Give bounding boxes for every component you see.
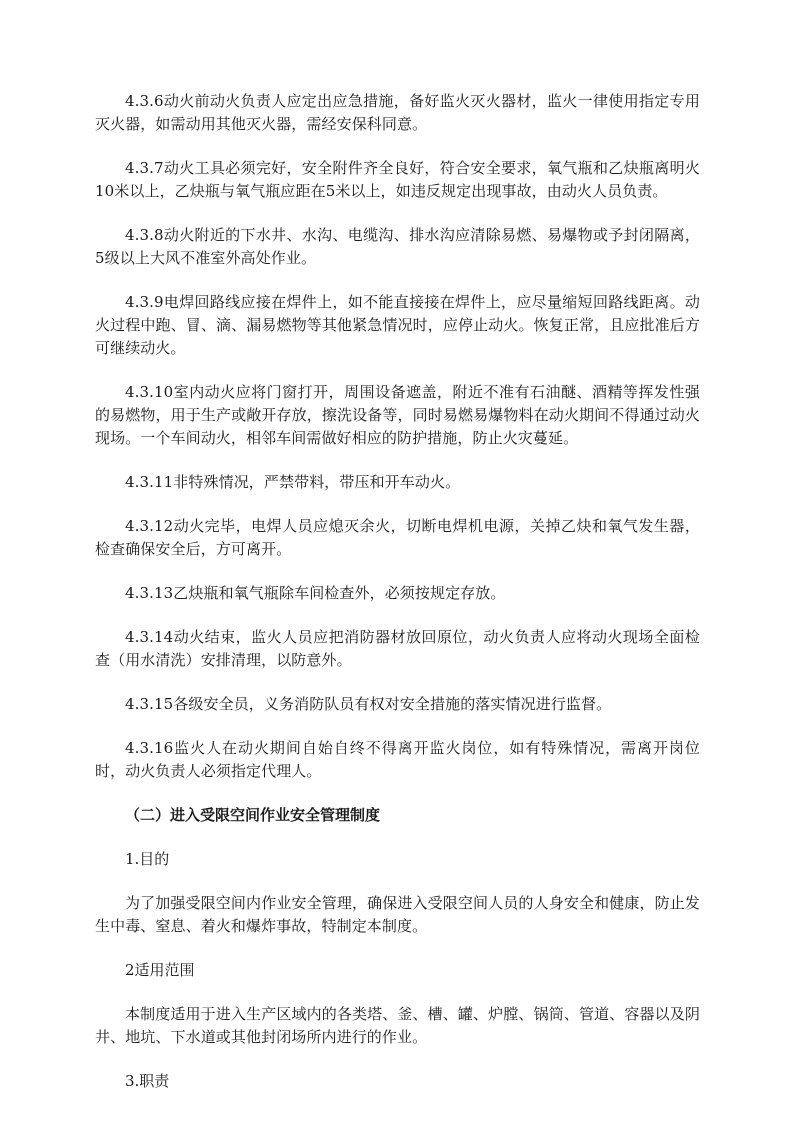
clause-4-3-12: 4.3.12动火完毕，电焊人员应熄灭余火，切断电焊机电源，关掉乙炔和氧气发生器，检查确保安全后，方可离开。 (95, 517, 700, 558)
document-page (95, 90, 700, 1114)
purpose-title: 1.目的 (125, 850, 170, 868)
clause-4-3-9: 4.3.9电焊回路线应接在焊件上，如不能直接接在焊件上，应尽量缩短回路线距离。动火过程中跑、冒、滴、漏易燃物等其他紧急情况时，应停止动火。恢复正常，且应批准后方可继续动火。 (95, 293, 700, 357)
scope-title: 2适用范围 (125, 961, 195, 979)
clause-4-3-14: 4.3.14动火结束，监火人员应把消防器材放回原位，动火负责人应将动火现场全面检查（用水清洗）安排清理，以防意外。 (95, 628, 700, 669)
scope-text: 本制度适用于进入生产区域内的各类塔、釜、槽、罐、炉膛、锅筒、管道、容器以及阴井、地坑、下水道或其他封闭场所内进行的作业。 (95, 1005, 700, 1046)
clause-4-3-13: 4.3.13乙炔瓶和氧气瓶除车间检查外，必须按规定存放。 (125, 584, 506, 602)
clause-4-3-10: 4.3.10室内动火应将门窗打开，周围设备遮盖，附近不准有石油醚、酒精等挥发性强的易燃物，用于生产或敞开存放，擦洗设备等，同时易燃易爆物料在动火期间不得通过动火现场。一个车间动火，相邻车间需做好相应的防护措施，防止火灾蔓延。 (95, 383, 700, 447)
clause-4-3-11: 4.3.11非特殊情况，严禁带料，带压和开车动火。 (125, 473, 461, 491)
purpose-text: 为了加强受限空间内作业安全管理，确保进入受限空间人员的人身安全和健康，防止发生中毒、窒息、着火和爆炸事故，特制定本制度。 (95, 894, 700, 935)
duty-title: 3.职责 (125, 1072, 170, 1090)
clause-4-3-15: 4.3.15各级安全员，义务消防队员有权对安全措施的落实情况进行监督。 (125, 695, 612, 713)
clause-4-3-8: 4.3.8动火附近的下水井、水沟、电缆沟、排水沟应清除易燃、易爆物或予封闭隔离，5级以上大风不准室外高处作业。 (95, 226, 700, 267)
clause-4-3-16: 4.3.16监火人在动火期间自始自终不得离开监火岗位，如有特殊情况，需离开岗位时，动火负责人必须指定代理人。 (95, 739, 700, 780)
clause-4-3-7: 4.3.7动火工具必须完好，安全附件齐全良好，符合安全要求，氧气瓶和乙炔瓶离明火10米以上，乙炔瓶与氧气瓶应距在5米以上，如违反规定出现事故，由动火人员负责。 (95, 159, 700, 200)
section-heading: （二）进入受限空间作业安全管理制度 (125, 806, 381, 824)
clause-4-3-6: 4.3.6动火前动火负责人应定出应急措施，备好监火灭火器材，监火一律使用指定专用灭火器，如需动用其他灭火器，需经安保科同意。 (95, 92, 700, 133)
